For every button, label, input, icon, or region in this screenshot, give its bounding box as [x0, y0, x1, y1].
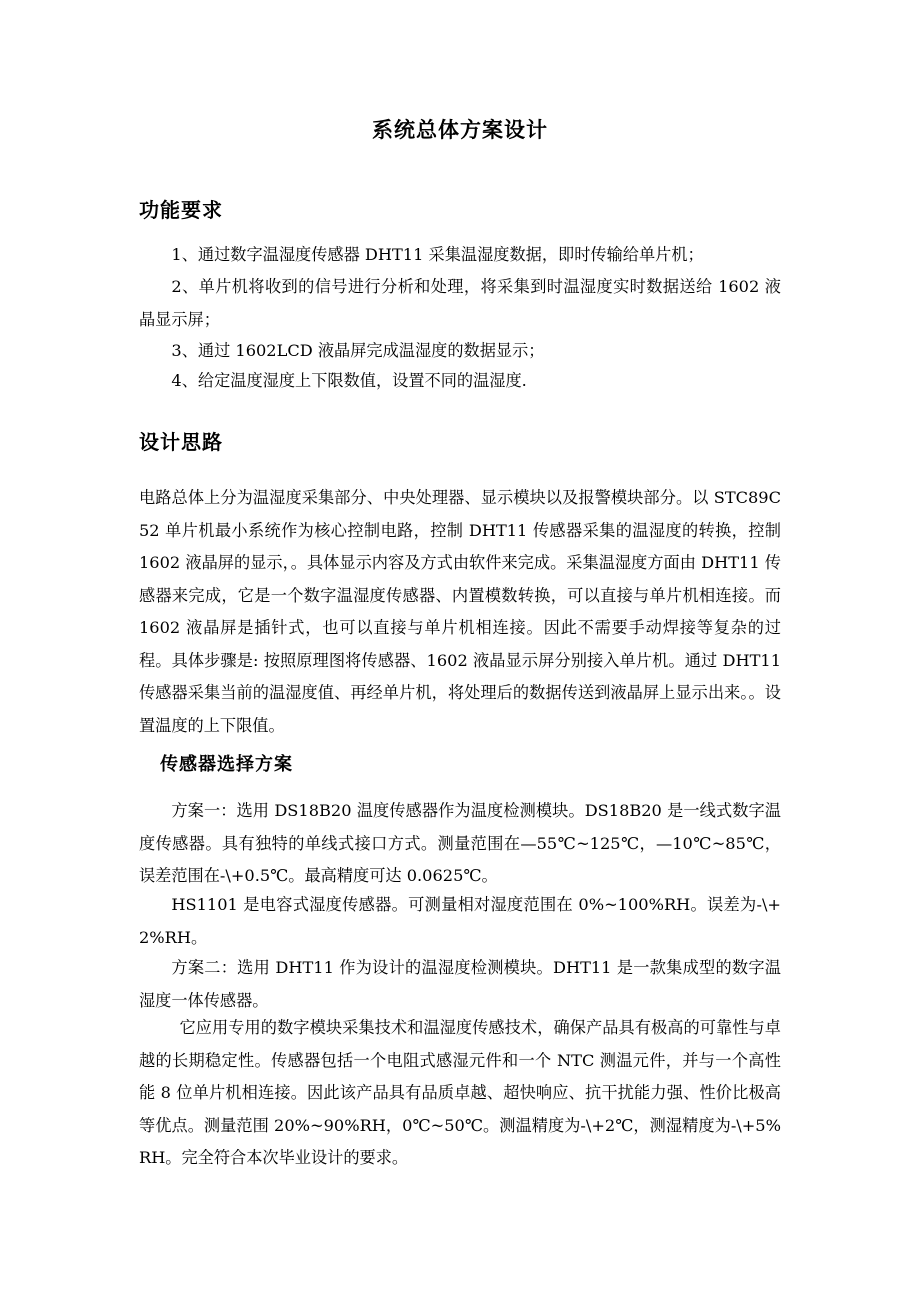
requirement-item-2: 2、单片机将收到的信号进行分析和处理，将采集到时温湿度实时数据送给 1602 液晶显示屏；	[139, 277, 781, 329]
section-heading-functional-requirements: 功能要求	[139, 198, 223, 222]
requirement-item-4: 4、给定温度湿度上下限数值，设置不同的温湿度.	[171, 371, 527, 390]
sensor-dht11-description-paragraph: 它应用专用的数字模块采集技术和温湿度传感技术，确保产品具有极高的可靠性与卓越的长期稳定性。传感器包括一个电阻式感湿元件和一个 NTC 测温元件，并与一个高性能 8 位单片机相连接。因此该产品具有品质卓越、超快响应、抗干扰能力强、性价比极高等优点。测量范围 20%~90%RH，0℃~50℃。测温精度为-\+2℃，测湿精度为-\+5%RH。完全符合本次毕业设计的要求。	[139, 1018, 781, 1167]
requirement-item-3: 3、通过 1602LCD 液晶屏完成温湿度的数据显示；	[171, 341, 545, 360]
design-idea-paragraph: 电路总体上分为温湿度采集部分、中央处理器、显示模块以及报警模块部分。以 STC89C52 单片机最小系统作为核心控制电路，控制 DHT11 传感器采集的温湿度的转换，控制 1602 液晶屏的显示，。具体显示内容及方式由软件来完成。采集温湿度方面由 DHT11 传感器来完成，它是一个数字温湿度传感器、内置模数转换，可以直接与单片机相连接。而 1602 液晶屏是插针式，也可以直接与单片机相连接。因此不需要手动焊接等复杂的过程。具体步骤是: 按照原理图将传感器、1602 液晶显示屏分别接入单片机。通过 DHT11 传感器采集当前的温湿度值、再经单片机，将处理后的数据传送到液晶屏上显示出来。。设置温度的上下限值。	[139, 488, 781, 735]
requirement-item-1: 1、通过数字温湿度传感器 DHT11 采集温湿度数据，即时传输给单片机；	[171, 245, 704, 264]
section-heading-sensor-selection: 传感器选择方案	[160, 754, 293, 775]
sensor-option-1-paragraph: 方案一：选用 DS18B20 温度传感器作为温度检测模块。DS18B20 是一线式数字温度传感器。具有独特的单线式接口方式。测量范围在—55℃~125℃，—10℃~85℃，误差范围在-\+0.5℃。最高精度可达 0.0625℃。	[139, 801, 781, 885]
sensor-hs1101-paragraph: HS1101 是电容式湿度传感器。可测量相对湿度范围在 0%~100%RH。误差为-\+2%RH。	[139, 895, 781, 947]
document-title: 系统总体方案设计	[372, 118, 548, 142]
sensor-option-2-paragraph: 方案二：选用 DHT11 作为设计的温湿度检测模块。DHT11 是一款集成型的数字温湿度一体传感器。	[139, 958, 781, 1010]
section-heading-design-idea: 设计思路	[139, 430, 223, 454]
